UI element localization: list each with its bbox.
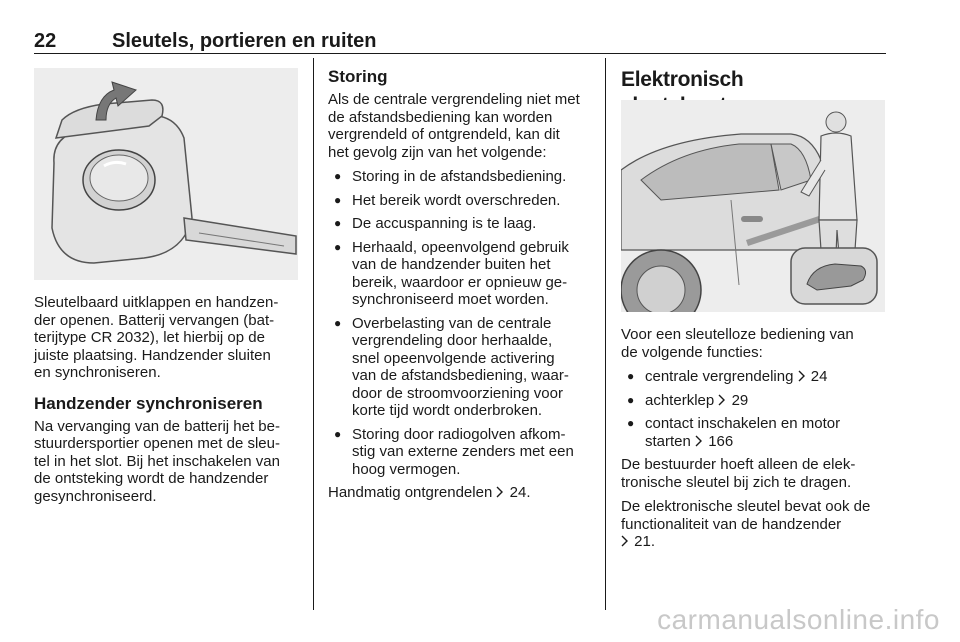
- remote-function-paragraph: De elektronische sleutel bevat ook de functionaliteit van de handzender 21.: [621, 498, 871, 550]
- list-item[interactable]: ● achterklep 29: [621, 392, 893, 410]
- page-reference-link[interactable]: 21.: [634, 533, 656, 550]
- page-reference-icon: [718, 392, 727, 410]
- column-divider-right: [605, 58, 606, 610]
- list-item[interactable]: ● centrale vergrendeling 24: [621, 368, 893, 386]
- sync-heading: Handzender synchroniseren: [34, 393, 263, 413]
- page-reference-icon: [798, 368, 807, 386]
- keyless-heading: Elektronisch: [621, 68, 744, 91]
- list-item: ● Herhaald, opeenvolgend gebruik van de handzender buiten het bereik, waardoor er opnieuw ge- synchroniseerd moet worden.: [328, 239, 598, 309]
- page-reference-icon: [621, 533, 630, 551]
- page-reference-icon: [695, 433, 704, 451]
- fault-list: [328, 168, 598, 478]
- middle-column: [328, 67, 598, 509]
- right-column: [621, 326, 893, 558]
- left-column: [34, 294, 304, 512]
- list-item: ● De accuspanning is te laag.: [328, 215, 598, 233]
- list-item: ● Storing in de afstandsbediening.: [328, 168, 598, 186]
- list-item: ● Overbelasting van de centrale vergrendeling door herhaalde, snel opeenvolgende activering van de afstandsbediening, waar- door de stroomvoorziening voor korte tijd wordt onderbroken.: [328, 315, 598, 420]
- fault-heading: Storing: [328, 67, 388, 86]
- column-divider-left: [313, 58, 314, 610]
- key-battery-illustration: [34, 68, 298, 280]
- section-title: Sleutels, portieren en ruiten: [112, 30, 377, 52]
- header-rule: [34, 53, 886, 54]
- keyless-intro: Voor een sleutelloze bediening van de volgende functies:: [621, 326, 854, 361]
- fault-intro: Als de centrale vergrendeling niet met de afstandsbediening kan worden vergrendeld of ontgrendeld, kan dit het gevolg zijn van het volgende:: [328, 91, 580, 161]
- page-reference-icon: [496, 484, 505, 502]
- list-item[interactable]: ● contact inschakelen en motor starten 166: [621, 415, 893, 450]
- keyless-function-list: [621, 368, 893, 450]
- driver-paragraph: De bestuurder hoeft alleen de elek- tronische sleutel bij zich te dragen.: [621, 456, 856, 491]
- list-item: ● Het bereik wordt overschreden.: [328, 192, 598, 210]
- list-item: ● Storing door radiogolven afkom- stig van externe zenders met een hoog vermogen.: [328, 426, 598, 479]
- page-number: 22: [34, 30, 57, 52]
- sync-paragraph: Na vervanging van de batterij het be- stuurdersportier openen met de sleu- tel in het slot. Bij het inschakelen van de ontsteking wordt de handzender gesynchroniseerd.: [34, 417, 280, 505]
- page-header: [34, 30, 886, 52]
- keyless-car-illustration: [621, 100, 885, 312]
- manual-unlock-reference[interactable]: Handmatig ontgrendelen 24.: [328, 484, 531, 501]
- battery-caption: Sleutelbaard uitklappen en handzen- der openen. Batterij vervangen (bat- terijtype CR 2032), let hierbij op de juiste plaatsing. Handzender sluiten en synchroniseren.: [34, 294, 279, 381]
- watermark: carmanualsonline.info: [657, 604, 940, 635]
